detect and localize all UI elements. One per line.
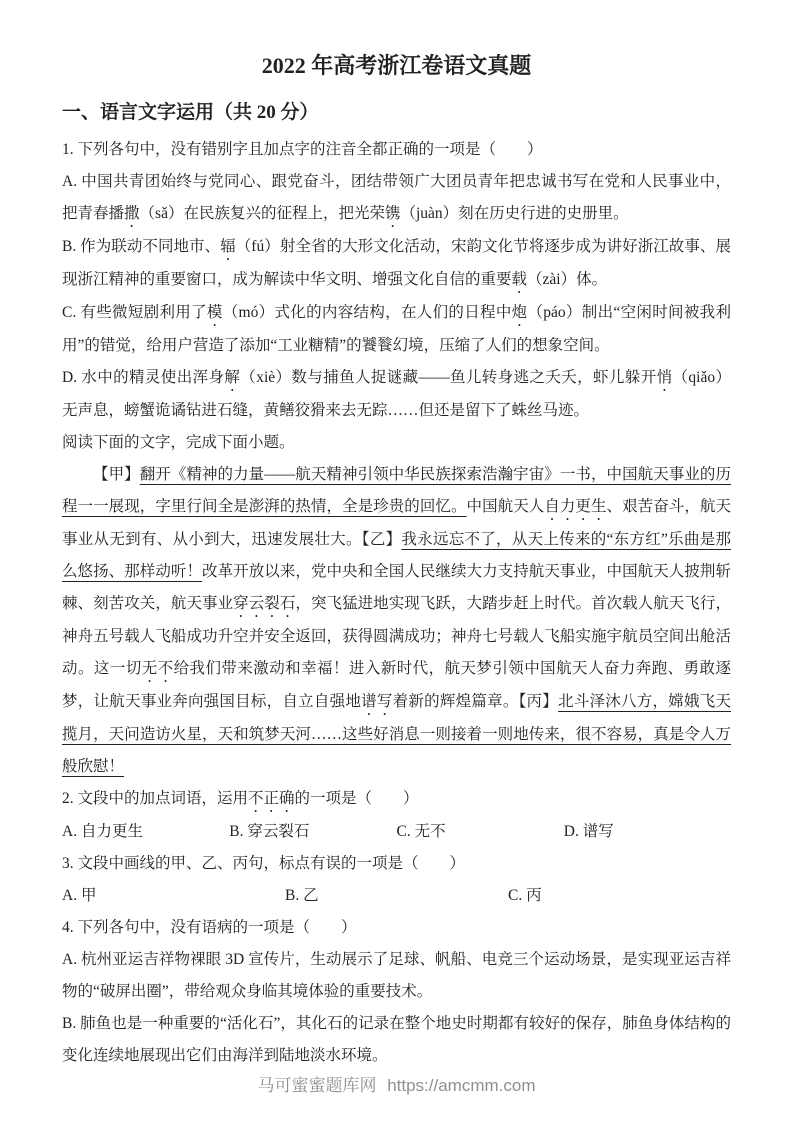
text-segment: 1. 下列各句中，没有错别字且加点字的注音全都正确的一项是（ ）: [62, 141, 543, 158]
text-segment: （páo）制出“空闲时间被我利用”的错觉，给用户营造了添加“工业糖精”的饕餮幻境，压缩了人们的想象空间。: [62, 304, 731, 354]
emphasis-dotted-text: 自力更生: [544, 498, 607, 515]
text-segment: 改革开放以来，党中央和全国人民继续大力支持航天事业，中国航天人披荆斩棘、刻苦攻关，航天事业: [62, 563, 731, 612]
underlined-text: 我永远忘不了，从天上传来的“东方红”乐曲是那么悠扬、那样动听！: [62, 531, 731, 580]
text-segment: 、艰苦奋斗，航天事业从无到有、从小到大，迅速发展壮大。【乙】: [62, 498, 731, 548]
emphasis-dotted-text: 镌: [384, 205, 401, 222]
text-segment: A. 杭州亚运吉祥物裸眼 3D 宣传片，生动展示了足球、帆船、电竞三个运动场景，是实现亚运吉祥物的“破屏出圈”，带给观众身临其境体验的重要技术。: [62, 951, 731, 1000]
reading-passage: [62, 459, 731, 783]
text-segment: 3. 文段中画线的甲、乙、丙句，标点有误的一项是（ ）: [62, 855, 466, 872]
option-item: A. 甲: [62, 887, 97, 904]
emphasis-dotted-text: 无不: [141, 660, 174, 677]
emphasis-dotted-text: 炮: [511, 304, 528, 321]
text-segment: D. 水中的精灵使出浑身: [62, 369, 225, 386]
reading-instruction: [62, 427, 731, 459]
underlined-text: 北斗泽沐八方，嫦娥飞天揽月，天问造访火星，天和筑梦天河……这些好消息一则接着一则地传来，很不容易，真是令人万般欣慰！: [62, 693, 731, 775]
question-1-option-d: [62, 362, 731, 427]
text-segment: （juàn）刻在历史行进的史册里。: [400, 205, 629, 222]
option-item: A. 自力更生: [62, 823, 143, 840]
text-segment: （fú）射全省的大形文化活动，宋韵文化节将逐步成为讲好浙江故事、展现浙江精神的重要窗口，成为解读中华文明、增强文化自信的重要: [62, 238, 731, 288]
emphasis-dotted-text: 解: [224, 369, 241, 386]
question-3-options: [62, 880, 731, 912]
emphasis-dotted-text: 模: [206, 304, 223, 321]
text-segment: （zài）体。: [527, 271, 608, 288]
text-segment: 阅读下面的文字，完成下面小题。: [62, 434, 295, 451]
emphasis-dotted-text: 悄: [656, 369, 673, 386]
text-segment: （sǎ）在民族复兴的征程上，把光荣: [139, 205, 385, 222]
text-segment: 中国航天人: [466, 498, 545, 515]
text-segment: 给我们带来激动和幸福！进入新时代，航天梦引领中国航天人奋力奔跑、勇敢逐梦，让航天事业奔向强国目标，自立自强地: [62, 660, 731, 710]
question-4-stem: [62, 912, 731, 944]
option-item: C. 丙: [508, 887, 542, 904]
option-item: C. 无不: [396, 823, 446, 840]
text-segment: B. 肺鱼也是一种重要的“活化石”，其化石的记录在整个地史时期都有较好的保存，肺鱼身体结构的变化连续地展现出它们由海洋到陆地淡水环境。: [62, 1015, 731, 1064]
text-segment: B. 作为联动不同地市、: [62, 238, 221, 255]
footer-watermark: [0, 1071, 793, 1096]
question-2-stem: [62, 783, 731, 816]
emphasis-dotted-text: 穿云裂石: [233, 595, 296, 612]
page-title: 2022 年高考浙江卷语文真题: [261, 53, 532, 78]
question-1-option-b: [62, 231, 731, 297]
emphasis-dotted-text: 载: [511, 271, 528, 288]
question-1-stem: [62, 134, 731, 166]
text-segment: 【甲】: [93, 466, 140, 483]
text-segment: ，突飞猛进地实现飞跃，大踏步赶上时代。首次载人航天飞行，神舟五号载人飞船成功升空并安全返回，获得圆满成功；神舟七号载人飞船实施宇航员空间出舱活动。这一切: [62, 595, 731, 677]
emphasis-dotted-text: 撒: [124, 205, 140, 222]
underlined-text: 翻开《精神的力量——航天精神引领中华民族探索浩瀚宇宙》一书，中国航天事业的历程一一展现，字里行间全是澎湃的热情，全是珍贵的回忆。: [62, 466, 731, 515]
question-4-option-a: [62, 944, 731, 1008]
option-item: D. 谱写: [563, 823, 614, 840]
document-body: [62, 134, 731, 1072]
text-segment: 2. 文段中的加点词语，运用: [62, 790, 249, 807]
text-segment: 着新的辉煌篇章。【丙】: [392, 693, 559, 710]
text-segment: A. 中国共青团始终与党同心、跟党奋斗，团结带领广大团员青年把忠诚书写在党和人民事业中，把青春播: [62, 173, 731, 222]
emphasis-dotted-text: 辐: [220, 238, 236, 255]
text-segment: 的一项是（ ）: [294, 790, 419, 807]
question-4-option-b: [62, 1008, 731, 1072]
question-1-option-c: [62, 297, 731, 362]
option-item: B. 穿云裂石: [229, 823, 310, 840]
option-item: B. 乙: [285, 887, 319, 904]
text-segment: 4. 下列各句中，没有语病的一项是（ ）: [62, 919, 357, 936]
text-segment: （qiǎo）无声息，螃蟹诡谲钻进石缝，黄鳝狡猾来去无踪……但还是留下了蛛丝马迹。: [62, 369, 731, 419]
emphasis-dotted-text: 不正确: [248, 790, 295, 807]
emphasis-dotted-text: 谱写: [361, 693, 393, 710]
text-segment: （mó）式化的内容结构，在人们的日程中: [222, 304, 512, 321]
question-2-options: [62, 816, 731, 848]
question-3-stem: [62, 848, 731, 880]
text-segment: C. 有些微短剧利用了: [62, 304, 207, 321]
footer-site-name: 马可蜜蜜题库网: [257, 1076, 377, 1095]
section-heading: 一、语言文字运用（共 20 分）: [62, 102, 319, 123]
footer-site-url: https://amcmm.com: [387, 1076, 536, 1095]
question-1-option-a: [62, 166, 731, 231]
text-segment: （xiè）数与捕鱼人捉谜藏——鱼儿转身逃之夭夭，虾儿躲开: [240, 369, 657, 386]
